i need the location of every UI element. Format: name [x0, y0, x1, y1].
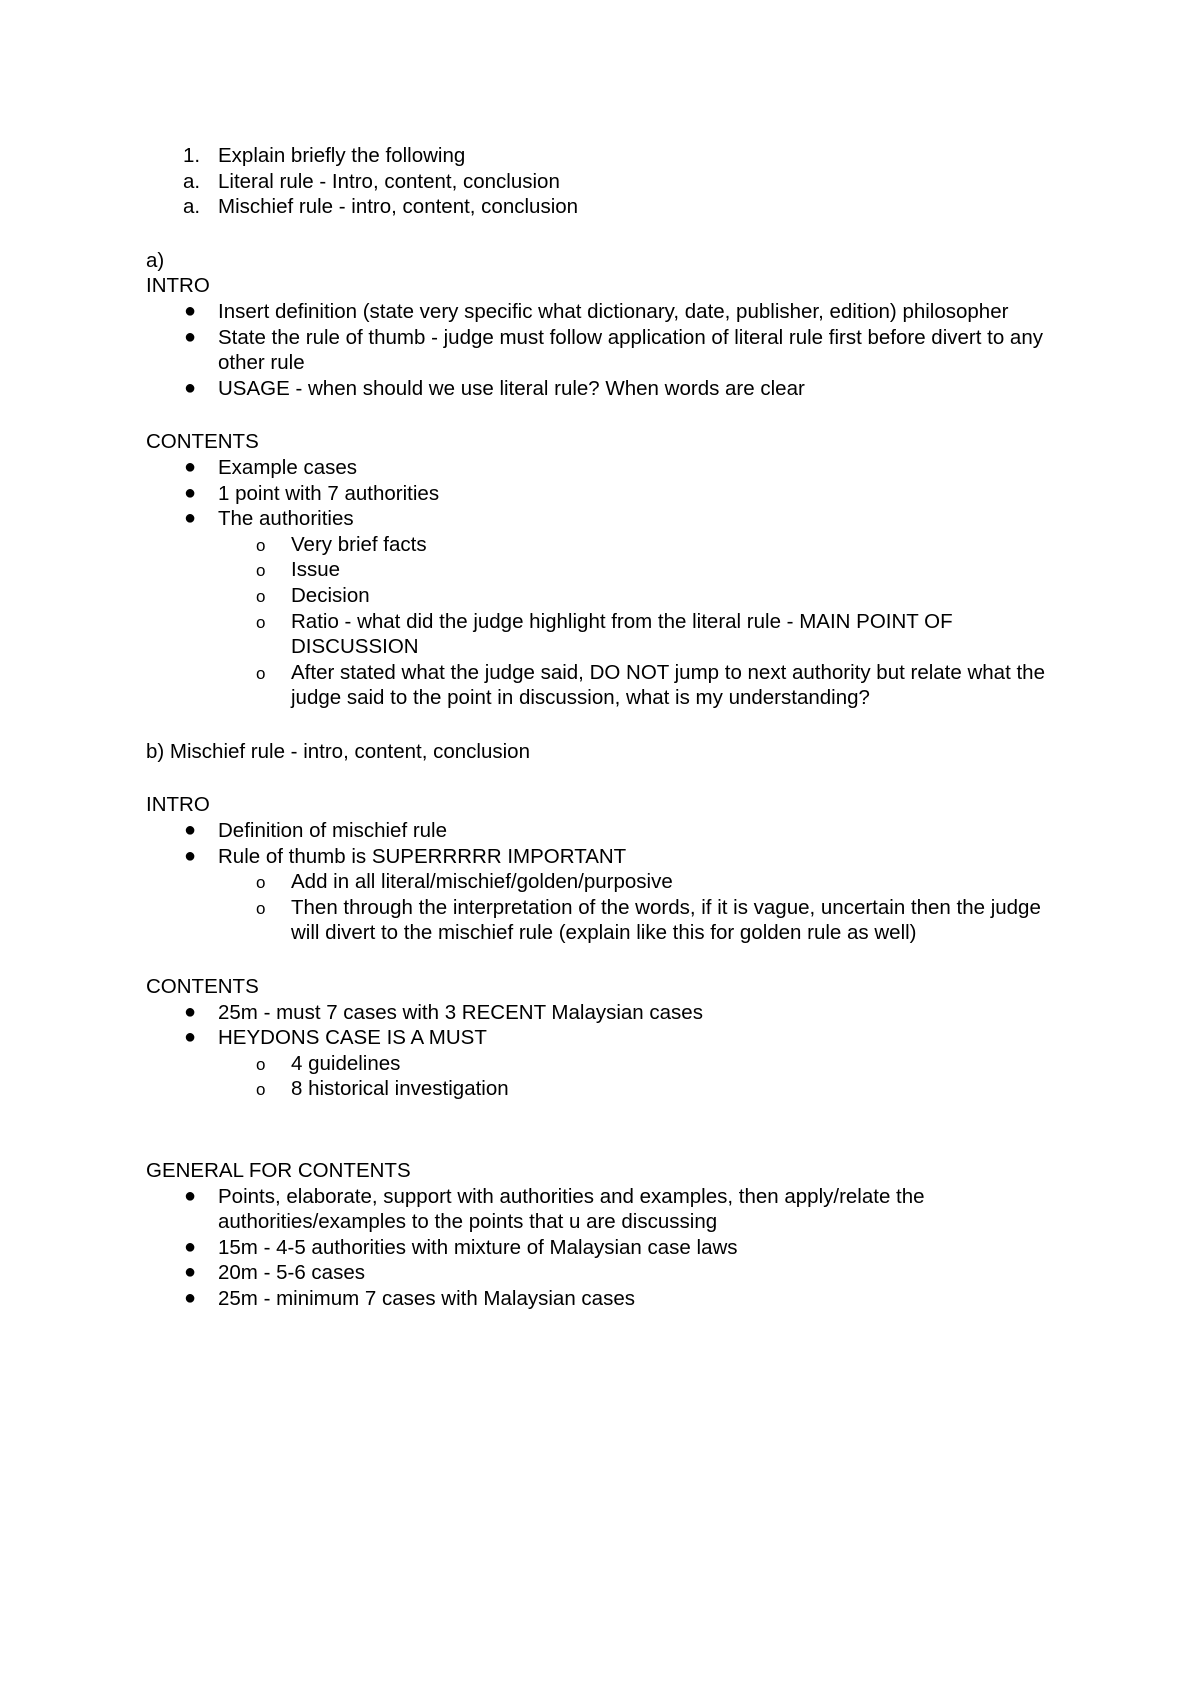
list-item-text: Points, elaborate, support with authorities and examples, then apply/relate the authorities/examples to the points that u are discussing [218, 1184, 925, 1234]
list-item-text: State the rule of thumb - judge must follow application of literal rule first before divert to any other rule [218, 325, 1043, 375]
list-item [146, 506, 1066, 532]
sub-list-item-text: Very brief facts [291, 532, 427, 556]
list-item [146, 1286, 1066, 1312]
sub-list-item-text: Decision [291, 583, 370, 607]
list-item-text: 25m - must 7 cases with 3 RECENT Malaysian cases [218, 1000, 703, 1024]
list-marker: a. [183, 169, 201, 193]
spacer [146, 946, 1066, 974]
circle-bullet-icon: o [256, 561, 266, 581]
circle-bullet-icon: o [256, 663, 266, 683]
bullet-icon: ● [184, 1235, 197, 1258]
circle-bullet-icon: o [256, 1054, 266, 1074]
section-a-intro-heading: INTRO [146, 274, 210, 298]
sub-list-item [146, 532, 1066, 558]
spacer [146, 220, 1066, 248]
sub-list-item-text: After stated what the judge said, DO NOT jump to next authority but relate what the judge said to the point in discussion, what is my understanding? [291, 660, 1045, 710]
sub-list-item-text: Then through the interpretation of the words, if it is vague, uncertain then the judge will divert to the mischief rule (explain like this for golden rule as well) [291, 895, 1041, 945]
section-b-label: b) Mischief rule - intro, content, conclusion [146, 739, 530, 763]
list-item [146, 1184, 1066, 1235]
sub-list-item [146, 895, 1066, 946]
list-item-text: 1 point with 7 authorities [218, 481, 440, 505]
general-heading: GENERAL FOR CONTENTS [146, 1159, 411, 1182]
list-item [146, 325, 1066, 376]
list-item-text: USAGE - when should we use literal rule? When words are clear [218, 376, 805, 400]
numbered-item-a-mischief [146, 194, 1066, 220]
list-item-text: Rule of thumb is SUPERRRRR IMPORTANT [218, 844, 627, 868]
bullet-icon: ● [184, 1000, 197, 1023]
bullet-icon: ● [184, 819, 197, 842]
circle-bullet-icon: o [256, 612, 266, 632]
sub-list-item [146, 869, 1066, 895]
list-item-text: 25m - minimum 7 cases with Malaysian cases [218, 1286, 635, 1310]
circle-bullet-icon: o [256, 535, 266, 555]
section-a-label: a) [146, 248, 165, 272]
list-item-text: HEYDONS CASE IS A MUST [218, 1026, 487, 1050]
list-item-text: Explain briefly the following [218, 144, 466, 167]
sub-list-item [146, 1051, 1066, 1077]
list-marker: a. [183, 195, 201, 219]
list-marker: 1. [183, 144, 201, 167]
circle-bullet-icon: o [256, 898, 266, 918]
sub-list-item [146, 609, 1066, 660]
list-item [146, 844, 1066, 870]
list-item [146, 299, 1066, 325]
bullet-icon: ● [184, 455, 197, 478]
numbered-item-1 [146, 143, 1066, 169]
circle-bullet-icon: o [256, 1080, 266, 1100]
list-item-text: 15m - 4-5 authorities with mixture of Malaysian case laws [218, 1235, 738, 1259]
bullet-icon: ● [184, 299, 197, 322]
sub-list-item [146, 660, 1066, 711]
list-item [146, 1025, 1066, 1051]
list-item [146, 376, 1066, 402]
list-item [146, 481, 1066, 507]
bullet-icon: ● [184, 481, 197, 504]
sub-list-item [146, 1076, 1066, 1102]
spacer [146, 764, 1066, 792]
list-item-text: Example cases [218, 455, 358, 479]
bullet-icon: ● [184, 844, 197, 867]
list-item [146, 455, 1066, 481]
list-item [146, 1235, 1066, 1261]
bullet-icon: ● [184, 1286, 197, 1309]
document-page [146, 143, 1066, 1312]
list-item [146, 1260, 1066, 1286]
list-item-text: Definition of mischief rule [218, 819, 448, 843]
section-a-contents-heading: CONTENTS [146, 430, 259, 454]
bullet-icon: ● [184, 1026, 197, 1049]
circle-bullet-icon: o [256, 873, 266, 893]
sub-list-item [146, 583, 1066, 609]
list-item-text: Mischief rule - intro, content, conclusion [218, 195, 579, 219]
spacer [146, 711, 1066, 739]
sub-list-item-text: 8 historical investigation [291, 1077, 509, 1101]
list-item-text: Insert definition (state very specific what dictionary, date, publisher, edition) philosopher [218, 299, 1009, 323]
bullet-icon: ● [184, 325, 197, 348]
list-item-text: The authorities [218, 507, 354, 531]
sub-list-item-text: Issue [291, 558, 340, 582]
bullet-icon: ● [184, 1261, 197, 1284]
spacer [146, 401, 1066, 429]
bullet-icon: ● [184, 376, 197, 399]
list-item [146, 1000, 1066, 1026]
sub-list-item-text: Add in all literal/mischief/golden/purposive [291, 870, 673, 894]
spacer [146, 1102, 1066, 1158]
sub-list-item [146, 557, 1066, 583]
sub-list-item-text: 4 guidelines [291, 1051, 401, 1075]
list-item-text: Literal rule - Intro, content, conclusion [218, 169, 560, 193]
circle-bullet-icon: o [256, 586, 266, 606]
list-item [146, 818, 1066, 844]
section-b-contents-heading: CONTENTS [146, 975, 259, 999]
sub-list-item-text: Ratio - what did the judge highlight from the literal rule - MAIN POINT OF DISCUSSION [291, 609, 953, 659]
bullet-icon: ● [184, 507, 197, 530]
bullet-icon: ● [184, 1184, 197, 1207]
list-item-text: 20m - 5-6 cases [218, 1261, 365, 1285]
section-b-intro-heading: INTRO [146, 793, 210, 817]
numbered-item-a-literal [146, 169, 1066, 195]
